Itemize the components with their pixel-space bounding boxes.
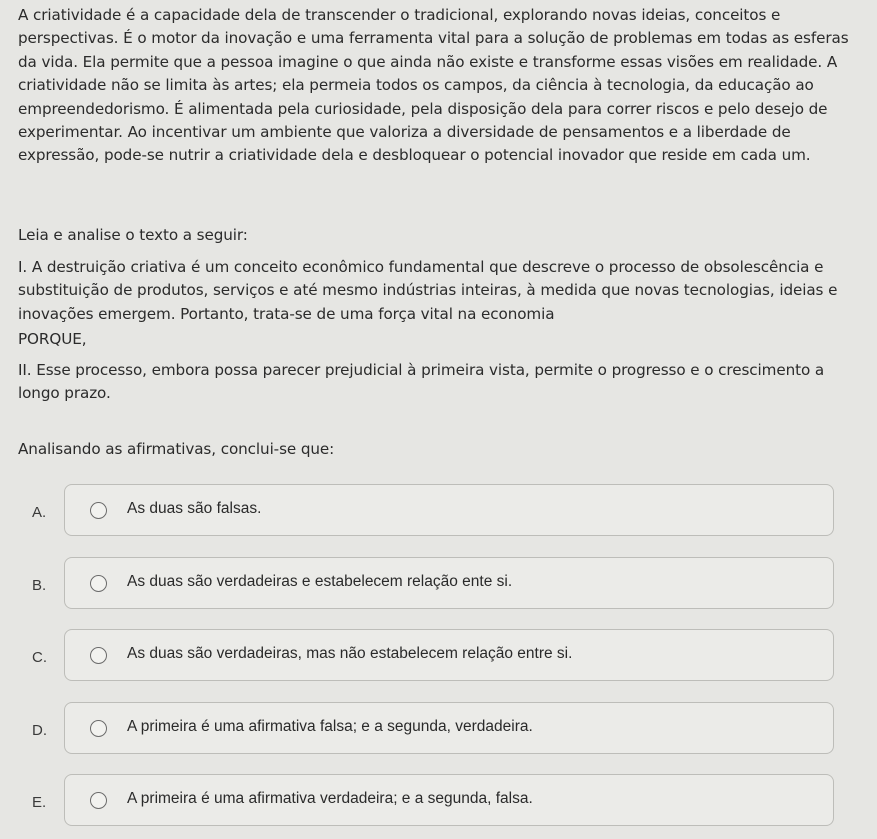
question-prompt: Analisando as afirmativas, conclui-se que: xyxy=(18,440,335,458)
option-letter: B. xyxy=(32,577,47,594)
option-d[interactable] xyxy=(20,702,835,754)
connector-text: PORQUE, xyxy=(18,330,87,348)
radio-icon[interactable] xyxy=(90,647,107,664)
option-c[interactable] xyxy=(20,629,835,681)
radio-icon[interactable] xyxy=(90,575,107,592)
option-letter: E. xyxy=(32,794,47,811)
intro-paragraph: A criatividade é a capacidade dela de transcender o tradicional, explorando novas ideias, conceitos e perspectivas. É o motor da inovação e uma ferramenta vital para a solução de problemas em todas as esferas da vida. Ela permite que a pessoa imagine o que ainda não existe e transforme essas visões em realidade. A criatividade não se limita às artes; ela permeia todos os campos, da ciência à tecnologia, da educação ao empreendedorismo. É alimentada pela curiosidade, pela disposição dela para correr riscos e pelo desejo de experimentar. Ao incentivar um ambiente que valoriza a diversidade de pensamentos e a liberdade de expressão, pode-se nutrir a criatividade dela e desbloquear o potencial inovador que reside em cada um. xyxy=(18,6,849,165)
option-a[interactable] xyxy=(20,484,835,536)
option-b[interactable] xyxy=(20,557,835,609)
radio-icon[interactable] xyxy=(90,792,107,809)
option-text: As duas são verdadeiras e estabelecem relação ente si. xyxy=(127,573,513,590)
statement-two: II. Esse processo, embora possa parecer prejudicial à primeira vista, permite o progresso e o crescimento a longo prazo. xyxy=(18,361,825,403)
option-text: As duas são falsas. xyxy=(127,500,262,517)
option-letter: C. xyxy=(32,649,47,666)
option-text: A primeira é uma afirmativa falsa; e a segunda, verdadeira. xyxy=(127,718,533,735)
instruction-text: Leia e analise o texto a seguir: xyxy=(18,226,248,244)
option-e[interactable] xyxy=(20,774,835,826)
option-letter: A. xyxy=(32,504,47,521)
radio-icon[interactable] xyxy=(90,502,107,519)
radio-icon[interactable] xyxy=(90,720,107,737)
option-letter: D. xyxy=(32,722,47,739)
option-text: A primeira é uma afirmativa verdadeira; e a segunda, falsa. xyxy=(127,790,533,807)
statement-one: I. A destruição criativa é um conceito econômico fundamental que descreve o processo de obsolescência e substituição de produtos, serviços e até mesmo indústrias inteiras, à medida que novas tecnologias, ideias e inovações emergem. Portanto, trata-se de uma força vital na economia xyxy=(18,258,838,323)
option-text: As duas são verdadeiras, mas não estabelecem relação entre si. xyxy=(127,645,573,662)
